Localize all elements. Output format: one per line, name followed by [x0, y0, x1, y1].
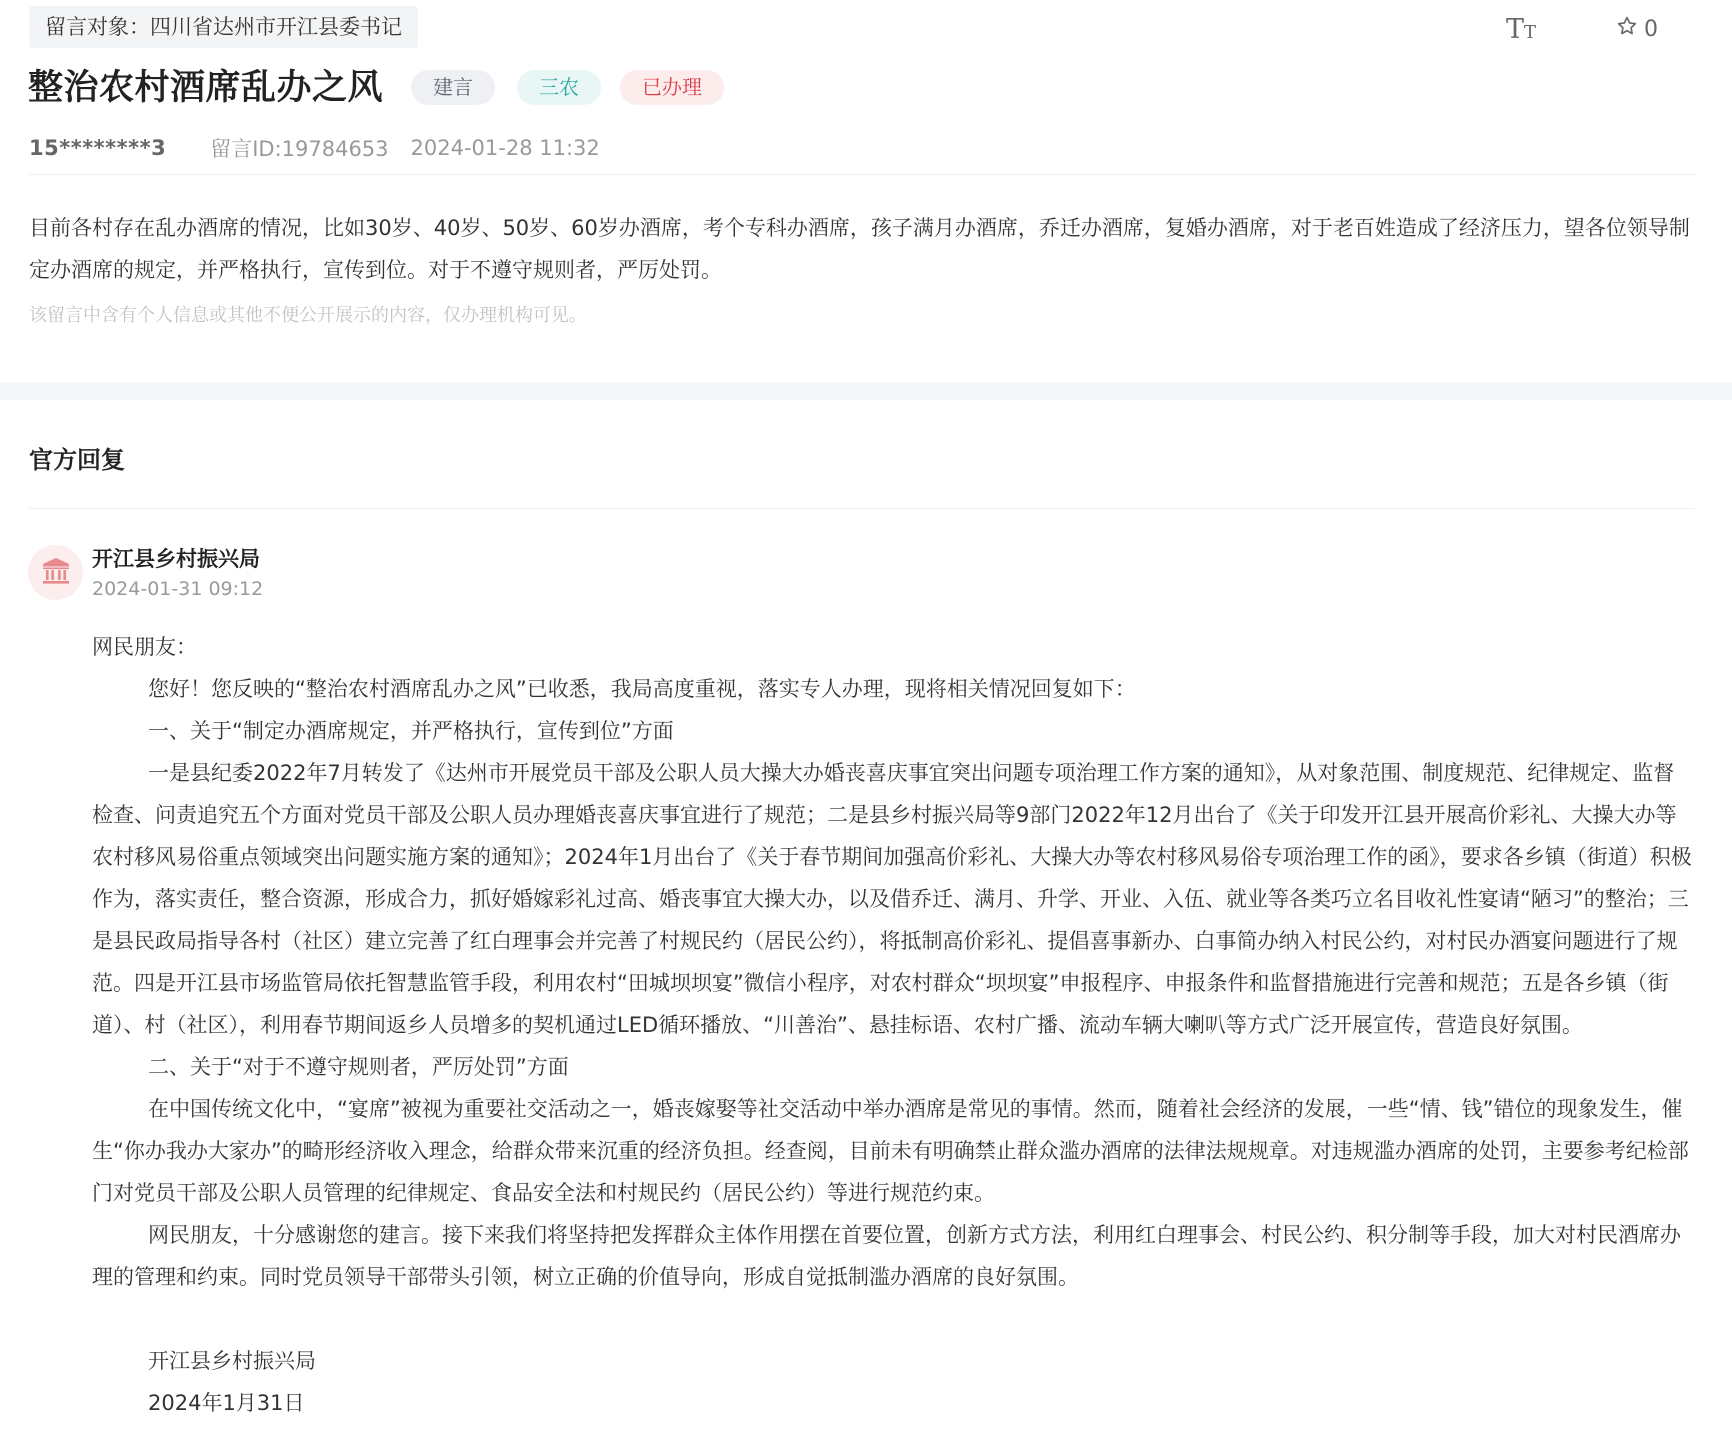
favorite-button[interactable]: [1616, 14, 1658, 44]
message-datetime: 2024-01-28 11:32: [410, 136, 600, 160]
category-badge: 三农: [517, 70, 601, 105]
section2-title: 二、关于“对于不遵守规则者，严厉处罚”方面: [148, 1055, 569, 1079]
favorite-count: 0: [1644, 16, 1658, 42]
avatar: [28, 545, 83, 600]
reply-org-name: 开江县乡村振兴局: [92, 547, 260, 571]
reply-body: [92, 626, 1695, 1424]
message-title: 整治农村酒席乱办之风: [28, 68, 384, 108]
message-meta: [29, 131, 600, 165]
government-building-icon: [40, 555, 72, 591]
reply-closing: 网民朋友，十分感谢您的建言。接下来我们将坚持把发挥群众主体作用摆在首要位置，创新方式方法，利用红白理事会、村民公约、积分制等手段，加大对村民酒席办理的管理和约束。同时党员领导干部带头引领，树立正确的价值导向，形成自觉抵制滥办酒席的良好氛围。: [92, 1223, 1681, 1289]
section1-body: 一是县纪委2022年7月转发了《达州市开展党员干部及公职人员大操大办婚丧喜庆事宜突出问题专项治理工作方案的通知》，从对象范围、制度规范、纪律规定、监督检查、问责追究五个方面对党员干部及公职人员办理婚丧喜庆事宜进行了规范；二是县乡村振兴局等9部门2022年12月出台了《关于印发开江县开展高价彩礼、大操大办等农村移风易俗重点领域突出问题实施方案的通知》；2024年1月出台了《关于春节期间加强高价彩礼、大操大办等农村移风易俗专项治理工作的函》，要求各乡镇（街道）积极作为，落实责任，整合资源，形成合力，抓好婚嫁彩礼过高、婚丧事宜大操大办，以及借乔迁、满月、升学、开业、入伍、就业等各类巧立名目收礼性宴请“陋习”的整治；三是县民政局指导各村（社区）建立完善了红白理事会并完善了村规民约（居民公约），将抵制高价彩礼、提倡喜事新办、白事简办纳入村民公约，对村民办酒宴问题进行了规范。四是开江县市场监管局依托智慧监管手段，利用农村“田城坝坝宴”微信小程序，对农村群众“坝坝宴”申报程序、申报条件和监督措施进行完善和规范；五是各乡镇（街道）、村（社区），利用春节期间返乡人员增多的契机通过LED循环播放、“川善治”、悬挂标语、农村广播、流动车辆大喇叭等方式广泛开展宣传，营造良好氛围。: [92, 761, 1692, 1037]
reply-datetime: 2024-01-31 09:12: [92, 578, 264, 600]
user-id: 15********3: [29, 136, 167, 160]
signature-date: 2024年1月31日: [148, 1391, 305, 1415]
section-separator: [0, 382, 1732, 400]
font-size-icon[interactable]: [1506, 12, 1536, 44]
reply-intro: 您好！您反映的“整治农村酒席乱办之风”已收悉，我局高度重视，落实专人办理，现将相关情况回复如下：: [148, 677, 1136, 701]
message-target-tag: 留言对象：四川省达州市开江县委书记: [29, 6, 418, 48]
font-size-small-glyph: T: [1524, 22, 1537, 43]
message-content: 目前各村存在乱办酒席的情况，比如30岁、40岁、50岁、60岁办酒席，考个专科办酒席，孩子满月办酒席，乔迁办酒席，复婚办酒席，对于老百姓造成了经济压力，望各位领导制定办酒席的规定，并严格执行，宣传到位。对于不遵守规则者，严厉处罚。: [29, 216, 1690, 282]
section2-body: 在中国传统文化中，“宴席”被视为重要社交活动之一，婚丧嫁娶等社交活动中举办酒席是常见的事情。然而，随着社会经济的发展，一些“情、钱”错位的现象发生，催生“你办我办大家办”的畸形经济收入理念，给群众带来沉重的经济负担。经查阅，目前未有明确禁止群众滥办酒席的法律法规规章。对违规滥办酒席的处罚，主要参考纪检部门对党员干部及公职人员管理的纪律规定、食品安全法和村规民约（居民公约）等进行规范约束。: [92, 1097, 1689, 1205]
type-badge: 建言: [411, 70, 495, 105]
spacer: [92, 1298, 1695, 1340]
message-id: 留言ID:19784653: [210, 137, 389, 161]
official-reply-heading: 官方回复: [29, 446, 125, 474]
message-section: [0, 0, 1732, 395]
reply-salutation: 网民朋友：: [92, 635, 197, 659]
font-size-big-glyph: T: [1506, 14, 1525, 45]
section1-title: 一、关于“制定办酒席规定，并严格执行，宣传到位”方面: [148, 719, 674, 743]
divider: [29, 508, 1695, 509]
privacy-note: 该留言中含有个人信息或其他不便公开展示的内容，仅办理机构可见。: [29, 305, 587, 326]
signature-org: 开江县乡村振兴局: [148, 1349, 316, 1373]
divider: [29, 174, 1695, 175]
star-outline-icon: [1616, 15, 1638, 43]
status-badge: 已办理: [620, 70, 724, 105]
